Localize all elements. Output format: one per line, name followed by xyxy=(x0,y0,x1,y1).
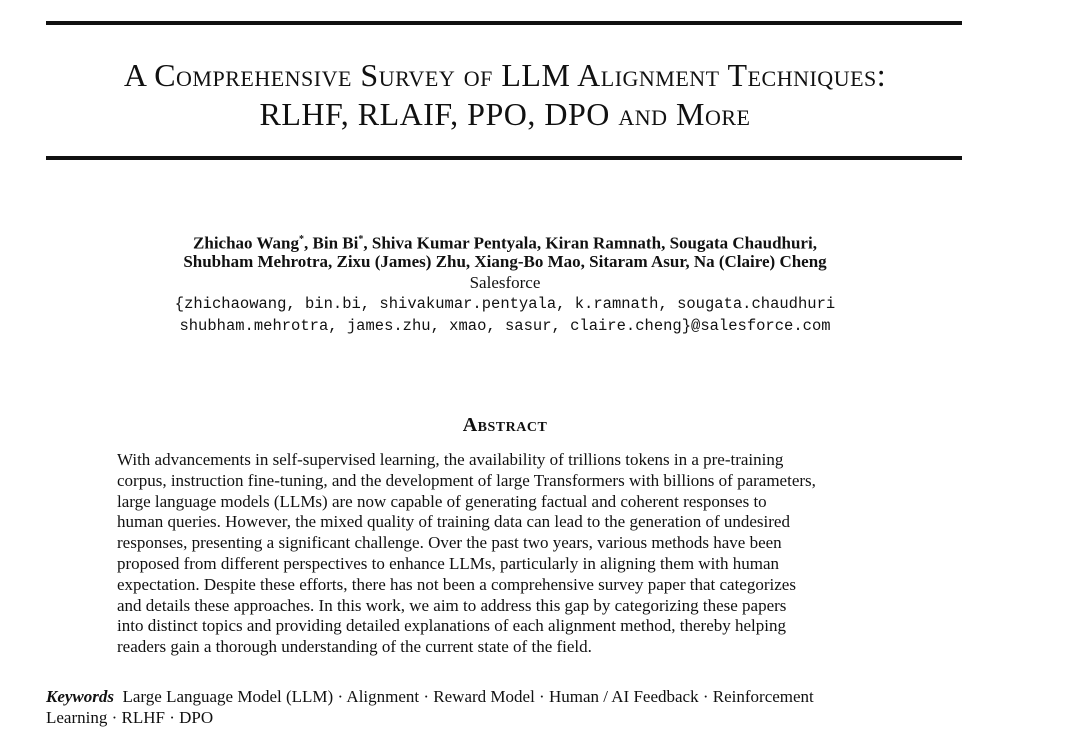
author-separator: , xyxy=(812,233,817,253)
top-rule xyxy=(46,21,962,25)
author-mark: * xyxy=(299,234,305,245)
author-separator: , xyxy=(536,233,546,253)
keywords-text: Large Language Model (LLM) · Alignment · Reward Model · Human / AI Feedback · Reinforcement xyxy=(122,687,814,706)
author-separator: , xyxy=(363,233,372,253)
paper-title-line-2: RLHF, RLAIF, PPO, DPO and More xyxy=(259,96,751,132)
abstract-line: large language models (LLMs) are now capable of generating factual and coherent responses to xyxy=(117,491,767,511)
affiliation: Salesforce xyxy=(469,273,541,292)
bottom-rule xyxy=(46,156,962,160)
abstract-line: With advancements in self-supervised learning, the availability of trillions tokens in a pre-training xyxy=(117,450,784,469)
abstract-body xyxy=(117,450,892,658)
abstract-line: expectation. Despite these efforts, there has not been a comprehensive survey paper that categorizes xyxy=(117,574,796,594)
author-mark: * xyxy=(358,234,364,245)
author-separator: , xyxy=(661,233,670,253)
author-emails-line-2: shubham.mehrotra, james.zhu, xmao, sasur, claire.cheng}@salesforce.com xyxy=(179,317,831,335)
keywords-line-1 xyxy=(46,686,962,707)
author-name: Shiva Kumar Pentyala xyxy=(371,233,537,253)
abstract-line: into distinct topics and providing detailed explanations of each alignment method, thereby helping xyxy=(117,616,786,636)
abstract-line: proposed from different perspectives to enhance LLMs, particularly in aligning them with human xyxy=(117,553,780,573)
abstract-line: readers gain a thorough understanding of the current state of the field. xyxy=(117,637,592,657)
paper-title-line-1: A Comprehensive Survey of LLM Alignment Techniques: xyxy=(123,57,887,93)
abstract-heading: Abstract xyxy=(462,414,548,436)
author-name: Kiran Ramnath xyxy=(545,233,662,253)
author-emails-line-1: {zhichaowang, bin.bi, shivakumar.pentyala, k.ramnath, sougata.chaudhuri xyxy=(174,295,836,313)
keywords-line-2: Learning · RLHF · DPO xyxy=(46,708,214,727)
keywords-label: Keywords xyxy=(46,687,114,706)
author-list-line-2: Shubham Mehrotra, Zixu (James) Zhu, Xiang-Bo Mao, Sitaram Asur, Na (Claire) Cheng xyxy=(183,252,827,271)
author-name: Sougata Chaudhuri xyxy=(669,233,813,253)
author-separator: , xyxy=(304,233,313,253)
author-name: Zhichao Wang xyxy=(193,233,300,253)
keywords xyxy=(46,686,962,728)
author-name: Bin Bi xyxy=(312,233,359,253)
abstract-line: human queries. However, the mixed quality of training data can lead to the generation of undesired xyxy=(117,512,790,532)
abstract-line: corpus, instruction fine-tuning, and the development of large Transformers with billions of parameters, xyxy=(117,470,816,490)
abstract-line: and details these approaches. In this work, we aim to address this gap by categorizing these papers xyxy=(117,595,787,615)
abstract-line: responses, presenting a significant challenge. Over the past two years, various methods have been xyxy=(117,533,782,553)
